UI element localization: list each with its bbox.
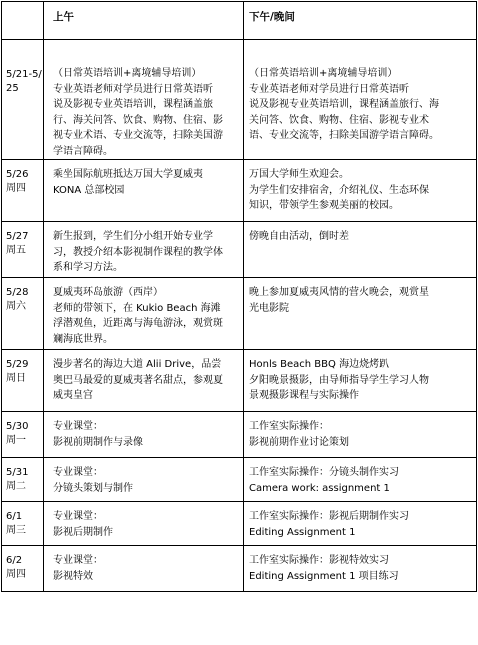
pm-activity	[244, 546, 476, 584]
pm-activity-line: （日常英语培训+离境辅导培训）	[249, 68, 398, 79]
pm-activity-line: 万国大学师生欢迎会。	[249, 169, 349, 180]
am-cell	[44, 278, 244, 350]
date-line: 周二	[6, 481, 26, 492]
date-line: 5/29	[6, 359, 29, 370]
am-activity	[44, 412, 243, 450]
pm-activity	[244, 502, 476, 540]
date-label	[2, 40, 43, 96]
am-activity	[44, 222, 243, 276]
pm-activity-line: Camera work: assignment 1	[249, 482, 390, 494]
am-cell	[44, 502, 244, 546]
header-am-cell	[44, 2, 244, 40]
pm-activity-line: 工作室实际操作：影视特效实习	[249, 555, 389, 566]
am-activity	[44, 350, 243, 404]
date-label	[2, 278, 43, 314]
pm-activity	[244, 160, 476, 214]
am-cell	[44, 546, 244, 592]
am-activity-line: 系和学习方法。	[53, 262, 123, 273]
schedule-table	[1, 1, 477, 592]
date-line: 5/31	[6, 467, 29, 478]
date-cell	[2, 546, 44, 592]
schedule-body	[2, 2, 477, 592]
pm-activity	[244, 350, 476, 404]
pm-activity-line: 傍晚自由活动，倒时差	[249, 231, 349, 242]
date-label	[2, 160, 43, 196]
pm-activity-line: 专业英语老师对学员进行日常英语听	[249, 83, 409, 95]
date-line: 周六	[6, 301, 26, 312]
am-activity-line: 老师的带领下，在 Kukio Beach 海滩	[53, 302, 221, 314]
pm-activity-line: 语、专业交流等，扫除美国游学语言障碍。	[249, 130, 439, 141]
date-line: 5/27	[6, 231, 29, 242]
date-cell	[2, 412, 44, 458]
am-activity-line: KONA 总部校园	[53, 184, 125, 196]
schedule-row	[2, 350, 477, 412]
am-activity	[44, 546, 243, 584]
am-activity	[44, 278, 243, 347]
am-activity-line: 视专业术语、专业交流等，扫除美国游	[53, 130, 223, 141]
pm-activity-line: 工作室实际操作：影视后期制作实习	[249, 511, 409, 522]
am-activity-line: 专业课堂：	[53, 555, 103, 566]
am-activity-line: 说及影视专业英语培训，课程涵盖旅	[53, 99, 213, 110]
header-row	[2, 2, 477, 40]
am-cell	[44, 350, 244, 412]
pm-activity	[244, 458, 476, 496]
am-activity-line: 新生报到，学生们分小组开始专业学	[53, 231, 213, 242]
date-label	[2, 412, 43, 448]
date-label	[2, 502, 43, 538]
pm-activity-line: Editing Assignment 1	[249, 526, 356, 538]
date-line: 周五	[6, 245, 26, 256]
am-activity-line: 行、海关问答、饮食、购物、住宿、影	[53, 114, 223, 126]
am-cell	[44, 222, 244, 278]
pm-activity-line: 说及影视专业英语培训，课程涵盖旅行、海	[249, 99, 439, 110]
schedule-row	[2, 222, 477, 278]
am-activity-line: 分镜头策划与制作	[53, 482, 133, 494]
pm-activity-line: 为学生们安排宿舍，介绍礼仪、生态环保	[249, 184, 429, 196]
pm-cell	[244, 412, 477, 458]
pm-cell	[244, 222, 477, 278]
am-activity	[44, 502, 243, 540]
pm-activity	[244, 412, 476, 450]
pm-activity-line: 关问答、饮食、购物、住宿、影视专业术	[249, 114, 429, 126]
date-cell	[2, 278, 44, 350]
pm-activity-line: Honls Beach BBQ 海边烧烤趴	[249, 359, 390, 370]
am-activity-line: 专业课堂：	[53, 421, 103, 432]
am-cell	[44, 458, 244, 502]
pm-cell	[244, 458, 477, 502]
date-label	[2, 350, 43, 386]
pm-activity-line: 工作室实际操作：	[249, 421, 329, 432]
pm-activity	[244, 40, 476, 144]
am-activity-line: 漫步著名的海边大道 Alii Drive，品尝	[53, 359, 222, 370]
am-activity	[44, 40, 243, 159]
am-cell	[44, 160, 244, 222]
pm-activity-line: 晚上参加夏威夷风情的营火晚会，观赏星	[249, 287, 429, 298]
am-activity-line: 斓海底世界。	[53, 333, 113, 345]
pm-activity-line: 知识，带领学生参观美丽的校园。	[249, 200, 399, 211]
am-activity-line: 专业课堂：	[53, 467, 103, 478]
pm-activity-line: Editing Assignment 1 项目练习	[249, 570, 399, 582]
pm-activity-line: 影视前期作业讨论策划	[249, 436, 349, 448]
schedule-row	[2, 278, 477, 350]
header-pm-cell	[244, 2, 477, 40]
am-cell	[44, 40, 244, 160]
pm-activity	[244, 222, 476, 245]
date-label	[2, 458, 43, 494]
am-activity-line: 夏威夷环岛旅游（西岸）	[53, 287, 163, 298]
date-line: 25	[6, 83, 19, 94]
am-activity-line: 影视特效	[53, 570, 93, 582]
pm-activity-line: 工作室实际操作：分镜头制作实习	[249, 467, 399, 478]
schedule-row	[2, 458, 477, 502]
pm-activity-line: 夕阳晚景摄影，由导师指导学生学习人物	[249, 374, 429, 386]
header-date-cell	[2, 2, 44, 40]
date-cell	[2, 458, 44, 502]
am-activity	[44, 160, 243, 198]
am-activity-line: 浮潜观鱼，近距离与海龟游泳，观赏斑	[53, 318, 223, 329]
pm-cell	[244, 40, 477, 160]
date-line: 周一	[6, 435, 26, 446]
schedule-row	[2, 502, 477, 546]
date-cell	[2, 40, 44, 160]
date-line: 周三	[6, 525, 26, 536]
pm-activity-line: 景观摄影课程与实际操作	[249, 390, 359, 401]
am-activity-line: 奥巴马最爱的夏威夷著名甜点，参观夏	[53, 374, 223, 386]
date-line: 5/21-5/	[6, 69, 42, 80]
date-cell	[2, 222, 44, 278]
am-activity	[44, 458, 243, 496]
pm-cell	[244, 350, 477, 412]
date-line: 5/26	[6, 169, 29, 180]
header-pm-label: 下午/晚间	[249, 11, 295, 23]
pm-activity	[244, 278, 476, 316]
pm-activity-line: 光电影院	[249, 302, 289, 314]
am-cell	[44, 412, 244, 458]
pm-cell	[244, 502, 477, 546]
schedule-row	[2, 160, 477, 222]
am-activity-line: 学语言障碍。	[53, 145, 113, 157]
schedule-row	[2, 412, 477, 458]
date-label	[2, 546, 43, 582]
pm-cell	[244, 278, 477, 350]
pm-cell	[244, 546, 477, 592]
am-activity-line: 专业课堂：	[53, 511, 103, 522]
pm-cell	[244, 160, 477, 222]
date-line: 周四	[6, 183, 26, 194]
date-label	[2, 222, 43, 258]
date-cell	[2, 502, 44, 546]
date-cell	[2, 160, 44, 222]
am-activity-line: 习，教授介绍本影视制作课程的教学体	[53, 246, 223, 258]
date-line: 6/1	[6, 511, 23, 522]
date-line: 周日	[6, 373, 26, 384]
date-line: 周四	[6, 569, 26, 580]
header-am-label: 上午	[53, 11, 74, 23]
am-activity-line: （日常英语培训+离境辅导培训）	[53, 68, 202, 79]
date-line: 6/2	[6, 555, 23, 566]
schedule-row	[2, 40, 477, 160]
am-activity-line: 乘坐国际航班抵达万国大学夏威夷	[53, 169, 203, 180]
am-activity-line: 影视后期制作	[53, 526, 113, 538]
date-line: 5/28	[6, 287, 29, 298]
am-activity-line: 影视前期制作与录像	[53, 436, 143, 448]
date-cell	[2, 350, 44, 412]
am-activity-line: 威夷皇宫	[53, 390, 93, 401]
schedule-row	[2, 546, 477, 592]
date-line: 5/30	[6, 421, 29, 432]
am-activity-line: 专业英语老师对学员进行日常英语听	[53, 83, 213, 95]
